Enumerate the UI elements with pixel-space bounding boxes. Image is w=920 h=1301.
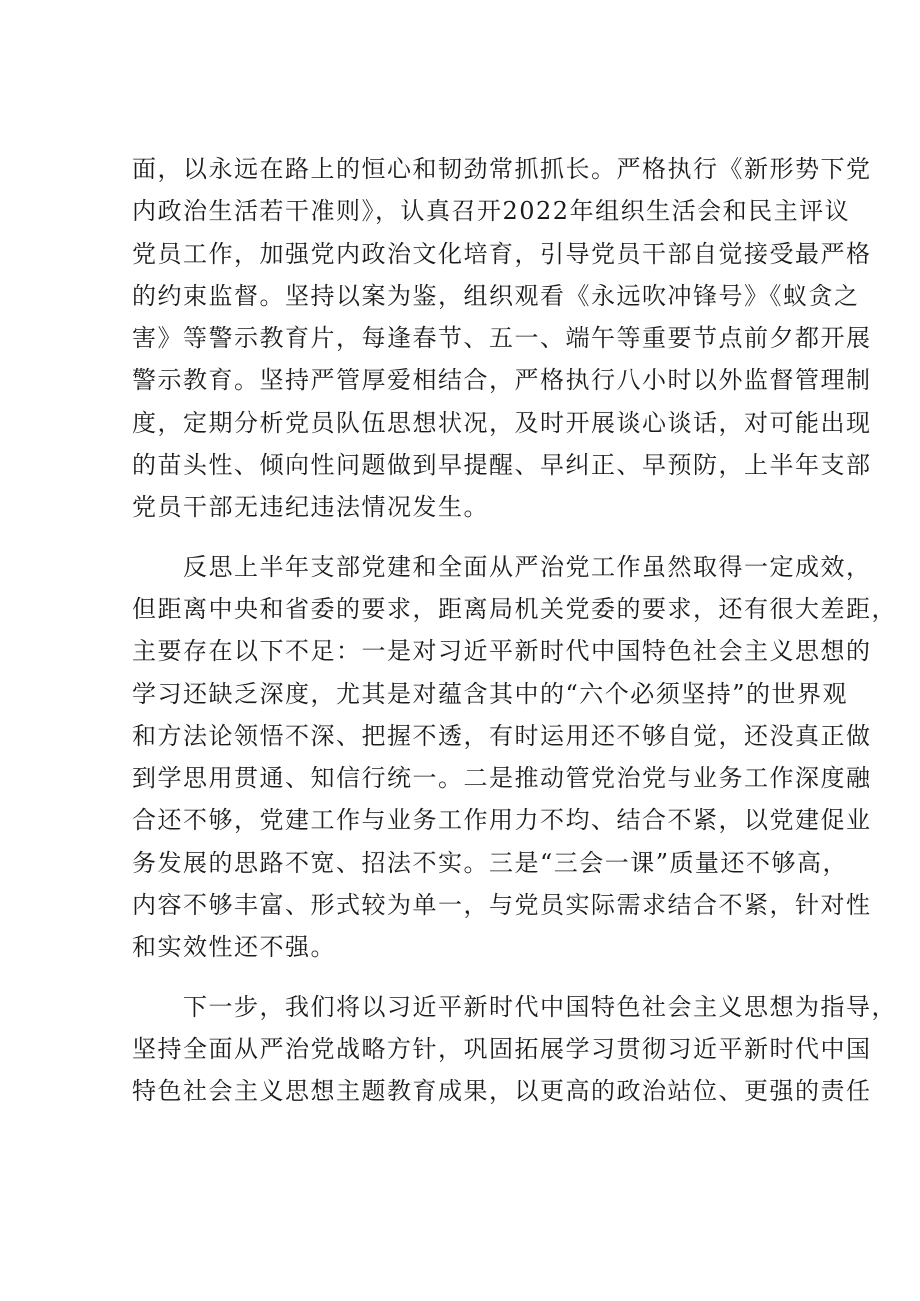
text-line: 内容不够丰富、形式较为单一，与党员实际需求结合不紧，针对性 — [132, 891, 872, 920]
text-line: 度，定期分析党员队伍思想状况，及时开展谈心谈话，对可能出现 — [132, 408, 872, 437]
text-line: 和实效性还不强。 — [132, 933, 336, 962]
text-line: 党员工作，加强党内政治文化培育，引导党员干部自觉接受最严格 — [132, 239, 872, 268]
text-line: 警示教育。坚持严管厚爱相结合，严格执行八小时以外监督管理制 — [132, 366, 872, 395]
text-line: 的约束监督。坚持以案为鉴，组织观看《永远吹冲锋号》《蚁贪之 — [132, 281, 860, 310]
text-line: 合还不够，党建工作与业务工作用力不均、结合不紧，以党建促业 — [132, 806, 872, 835]
text-line: 下一步，我们将以习近平新时代中国特色社会主义思想为指导， — [183, 992, 897, 1021]
text-line: 害》等警示教育片，每逢春节、五一、端午等重要节点前夕都开展 — [132, 324, 872, 353]
text-line: 但距离中央和省委的要求，距离局机关党委的要求，还有很大差距， — [132, 594, 897, 623]
paragraph-2 — [132, 546, 897, 969]
text-line: 学习还缺乏深度，尤其是对蕴含其中的“六个必须坚持”的世界观 — [132, 679, 849, 708]
text-line: 和方法论领悟不深、把握不透，有时运用还不够自觉，还没真正做 — [132, 721, 872, 750]
text-line: 的苗头性、倾向性问题做到早提醒、早纠正、早预防，上半年支部 — [132, 451, 872, 480]
paragraph-1 — [132, 148, 872, 529]
text-line: 面，以永远在路上的恒心和韧劲常抓抓长。严格执行《新形势下党 — [132, 155, 872, 183]
text-line: 务发展的思路不宽、招法不实。三是“三会一课”质量还不够高， — [132, 848, 849, 877]
text-line: 坚持全面从严治党战略方针，巩固拓展学习贯彻习近平新时代中国 — [132, 1034, 872, 1063]
text-line: 反思上半年支部党建和全面从严治党工作虽然取得一定成效， — [183, 552, 872, 581]
document-body — [132, 148, 897, 1130]
text-line: 党员干部无违纪违法情况发生。 — [132, 493, 489, 522]
text-line: 到学思用贯通、知信行统一。二是推动管党治党与业务工作深度融 — [132, 764, 872, 793]
paragraph-3 — [132, 986, 897, 1113]
text-line: 内政治生活若干准则》，认真召开2022年组织生活会和民主评议 — [132, 197, 851, 226]
text-line: 特色社会主义思想主题教育成果，以更高的政治站位、更强的责任 — [132, 1077, 872, 1106]
text-line: 主要存在以下不足：一是对习近平新时代中国特色社会主义思想的 — [132, 637, 872, 666]
